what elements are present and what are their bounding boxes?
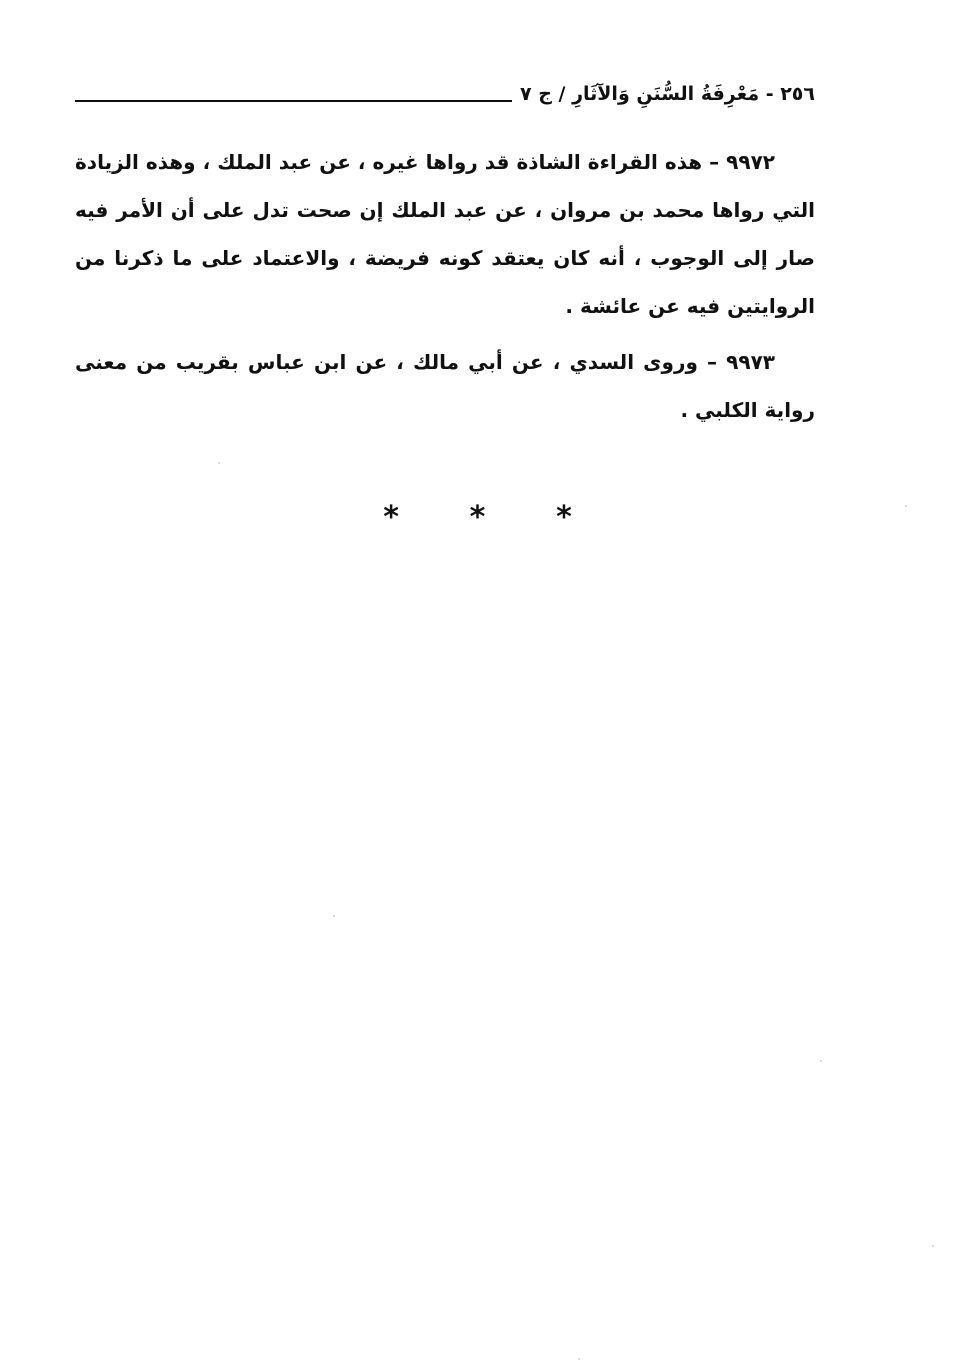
scan-speck	[333, 915, 335, 917]
paragraph-9972: ٩٩٧٢ – هذه القراءة الشاذة قد رواها غيره ، عن عبد الملك ، وهذه الزيادة التي رواها محمد بن مروان ، عن عبد الملك إن صحت تدل على أن الأمر فيه صار إلى الوجوب ، أنه كان يعتقد كونه فريضة ، والاعتماد على ما ذكرنا من الروايتين فيه عن عائشة .	[75, 150, 815, 318]
header-rule	[75, 100, 512, 102]
scan-speck	[905, 505, 907, 507]
separator-star: *	[469, 500, 486, 535]
scan-speck	[820, 1060, 822, 1062]
running-title: ٢٥٦ - مَعْرِفَةُ السُّنَنِ وَالآثَارِ / ج ٧	[519, 83, 815, 105]
separator-star: *	[383, 500, 399, 535]
paragraph-9973: ٩٩٧٣ – وروى السدي ، عن أبي مالك ، عن ابن عباس بقريب من معنى رواية الكلبي .	[75, 350, 815, 422]
scan-speck	[932, 1245, 934, 1247]
section-separator	[0, 500, 955, 535]
body-text	[75, 138, 815, 442]
running-header	[75, 76, 815, 110]
separator-star: *	[556, 500, 572, 535]
scan-speck	[578, 1358, 580, 1360]
scan-speck	[218, 462, 220, 464]
